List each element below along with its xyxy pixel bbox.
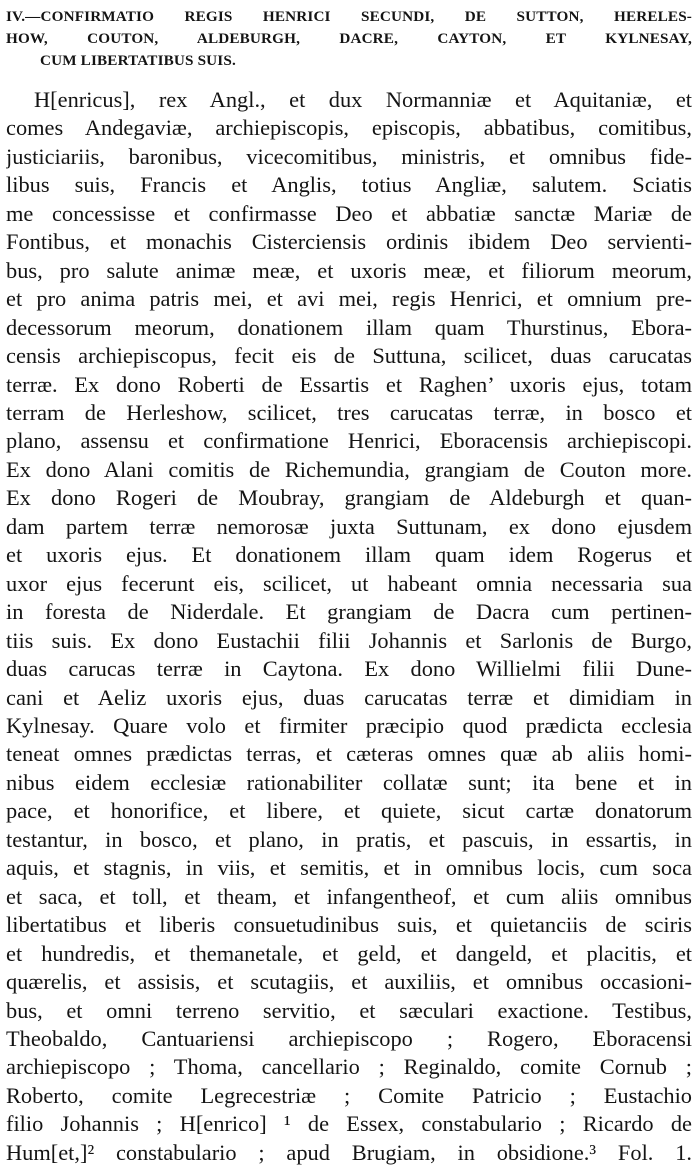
body-line: libus suis, Francis et Anglis, totius Angliæ, salutem. Sciatis bbox=[6, 172, 692, 198]
body-line: Ex dono Rogeri de Moubray, grangiam de Aldeburgh et quan- bbox=[6, 485, 692, 511]
body-line: terram de Herleshow, scilicet, tres carucatas terræ, in bosco et bbox=[6, 399, 692, 425]
heading-line: IV.—CONFIRMATIO REGIS HENRICI SECUNDI, DE SUTTON, HERELES- bbox=[6, 8, 692, 25]
body-line: testantur, in bosco, et plano, in pratis, et pascuis, in essartis, in bbox=[6, 826, 692, 852]
body-line: me concessisse et confirmasse Deo et abbatiæ sanctæ Mariæ de bbox=[6, 200, 692, 226]
body-line: bus, pro salute animæ meæ, et uxoris meæ, et filiorum meorum, bbox=[6, 257, 692, 283]
body-line: Fontibus, et monachis Cisterciensis ordinis ibidem Deo servienti- bbox=[6, 229, 692, 255]
body-line: dam partem terræ nemorosæ juxta Suttunam, ex dono ejusdem bbox=[6, 513, 692, 539]
body-line: Ex dono Alani comitis de Richemundia, grangiam de Couton more. bbox=[6, 456, 692, 482]
heading-line: CUM LIBERTATIBUS SUIS. bbox=[40, 52, 236, 69]
heading-line: HOW, COUTON, ALDEBURGH, DACRE, CAYTON, ET KYLNESAY, bbox=[6, 30, 692, 47]
body-line: bus, et omni terreno servitio, et sæculari exactione. Testibus, bbox=[6, 997, 692, 1023]
body-line: Theobaldo, Cantuariensi archiepiscopo ; Rogero, Eboracensi bbox=[6, 1025, 692, 1051]
charter-heading bbox=[6, 6, 692, 72]
body-line: et saca, et toll, et theam, et infangentheof, et cum aliis omnibus bbox=[6, 883, 692, 909]
body-line: tiis suis. Ex dono Eustachii filii Johannis et Sarlonis de Burgo, bbox=[6, 627, 692, 653]
body-line: decessorum meorum, donationem illam quam Thurstinus, Ebora- bbox=[6, 314, 692, 340]
body-line: archiepiscopo ; Thoma, cancellario ; Reginaldo, comite Cornub ; bbox=[6, 1054, 692, 1080]
body-line: filio Johannis ; H[enrico] ¹ de Essex, constabulario ; Ricardo de bbox=[6, 1111, 692, 1137]
body-line: comes Andegaviæ, archiepiscopis, episcopis, abbatibus, comitibus, bbox=[6, 115, 692, 141]
body-line: uxor ejus fecerunt eis, scilicet, ut habeant omnia necessaria sua bbox=[6, 570, 692, 596]
document-page bbox=[6, 6, 692, 1167]
body-line: Kylnesay. Quare volo et firmiter præcipio quod prædicta ecclesia bbox=[6, 712, 692, 738]
body-line: terræ. Ex dono Roberti de Essartis et Raghen’ uxoris ejus, totam bbox=[6, 371, 692, 397]
body-line: et pro anima patris mei, et avi mei, regis Henrici, et omnium pre- bbox=[6, 286, 692, 312]
body-line: in foresta de Niderdale. Et grangiam de Dacra cum pertinen- bbox=[6, 599, 692, 625]
body-line: duas carucas terræ in Caytona. Ex dono Willielmi filii Dune- bbox=[6, 656, 692, 682]
body-line: et uxoris ejus. Et donationem illam quam idem Rogerus et bbox=[6, 542, 692, 568]
charter-body bbox=[6, 86, 692, 1167]
body-line: censis archiepiscopus, fecit eis de Suttuna, scilicet, duas carucatas bbox=[6, 343, 692, 369]
body-line: pace, et honorifice, et libere, et quiete, sicut cartæ donatorum bbox=[6, 798, 692, 824]
body-line: teneat omnes prædictas terras, et cæteras omnes quæ ab aliis homi- bbox=[6, 741, 692, 767]
body-line: quærelis, et assisis, et scutagiis, et auxiliis, et omnibus occasioni- bbox=[6, 969, 692, 995]
body-line: Roberto, comite Legrecestriæ ; Comite Patricio ; Eustachio bbox=[6, 1082, 692, 1108]
body-line: aquis, et stagnis, in viis, et semitis, et in omnibus locis, cum soca bbox=[6, 855, 692, 881]
body-line: H[enricus], rex Angl., et dux Normanniæ et Aquitaniæ, et bbox=[34, 87, 692, 112]
body-line: et hundredis, et themanetale, et geld, et dangeld, et placitis, et bbox=[6, 940, 692, 966]
body-line: Hum[et,]² constabulario ; apud Brugiam, in obsidione.³ Fol. 1. bbox=[6, 1139, 692, 1165]
body-line: libertatibus et liberis consuetudinibus suis, et quietanciis de sciris bbox=[6, 912, 692, 938]
body-line: nibus eidem ecclesiæ rationabiliter collatæ sunt; ita bene et in bbox=[6, 769, 692, 795]
body-line: justiciariis, baronibus, vicecomitibus, ministris, et omnibus fide- bbox=[6, 143, 692, 169]
body-line: plano, assensu et confirmatione Henrici, Eboracensis archiepiscopi. bbox=[6, 428, 692, 454]
body-line: cani et Aeliz uxoris ejus, duas carucatas terræ et dimidiam in bbox=[6, 684, 692, 710]
